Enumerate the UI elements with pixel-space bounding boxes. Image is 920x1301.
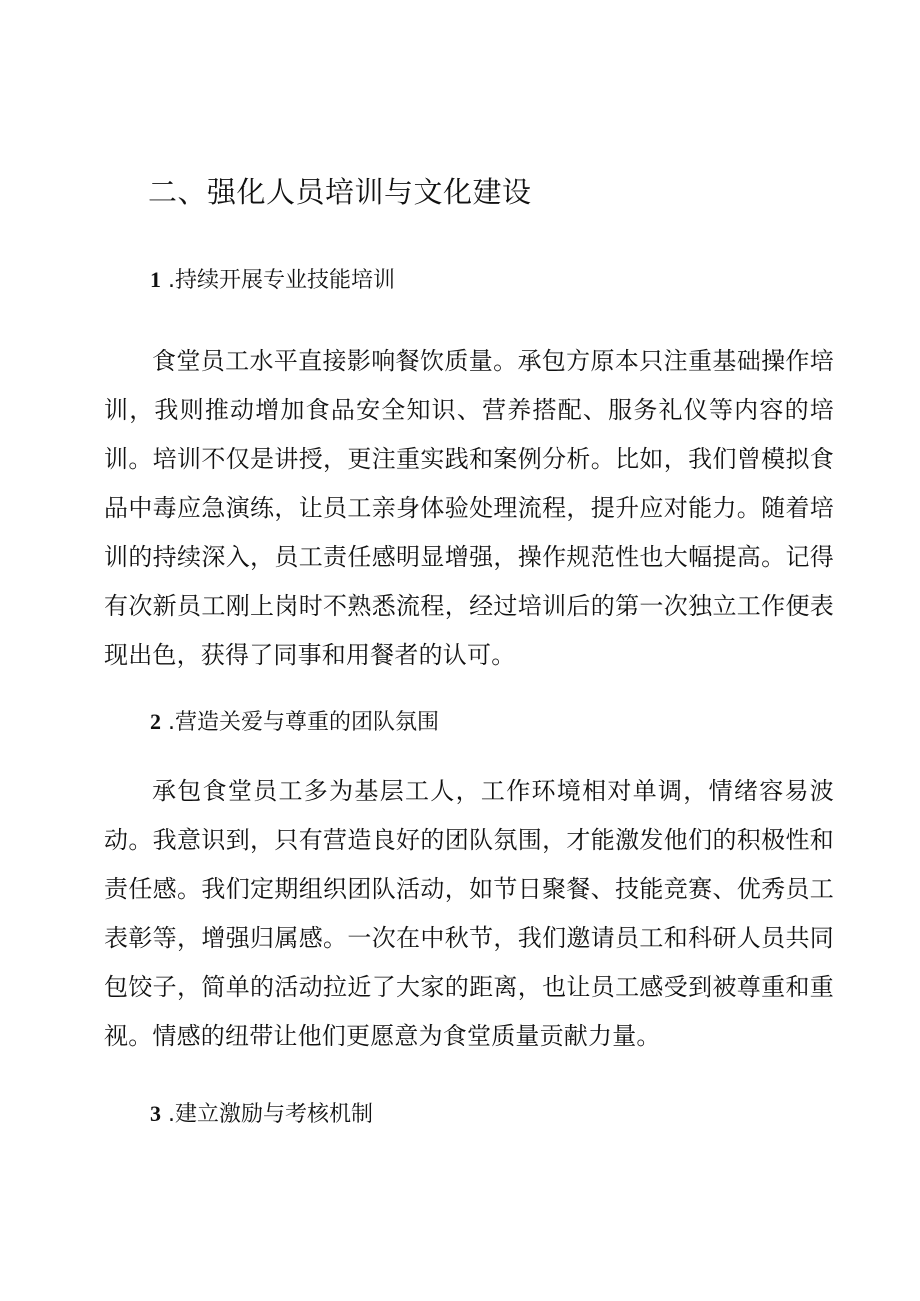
subsection-2-paragraph: 承包食堂员工多为基层工人，工作环境相对单调，情绪容易波动。我意识到，只有营造良好的团队氛围，才能激发他们的积极性和责任感。我们定期组织团队活动，如节日聚餐、技能竞赛、优秀员工表彰等，增强归属感。一次在中秋节，我们邀请员工和科研人员共同包饺子，简单的活动拉近了大家的距离，也让员工感受到被尊重和重视。情感的纽带让他们更愿意为食堂质量贡献力量。 [104,777,834,1050]
subsection-2-heading [150,705,439,740]
subsection-2-number: 2 [150,709,161,734]
subsection-3-heading [150,1097,373,1132]
subsection-1-title: .持续开展专业技能培训 [161,268,395,293]
section-title: 二、强化人员培训与文化建设 [148,175,532,209]
subsection-1-heading [150,263,395,298]
subsection-1-number: 1 [150,267,161,292]
subsection-3-title: .建立激励与考核机制 [161,1102,373,1127]
subsection-1-paragraph: 食堂员工水平直接影响餐饮质量。承包方原本只注重基础操作培训，我则推动增加食品安全知识、营养搭配、服务礼仪等内容的培训。培训不仅是讲授，更注重实践和案例分析。比如，我们曾模拟食品中毒应急演练，让员工亲身体验处理流程，提升应对能力。随着培训的持续深入，员工责任感明显增强，操作规范性也大幅提高。记得有次新员工刚上岗时不熟悉流程，经过培训后的第一次独立工作便表现出色，获得了同事和用餐者的认可。 [104,347,834,669]
subsection-3-number: 3 [150,1101,161,1126]
subsection-2-title: .营造关爱与尊重的团队氛围 [161,710,439,735]
